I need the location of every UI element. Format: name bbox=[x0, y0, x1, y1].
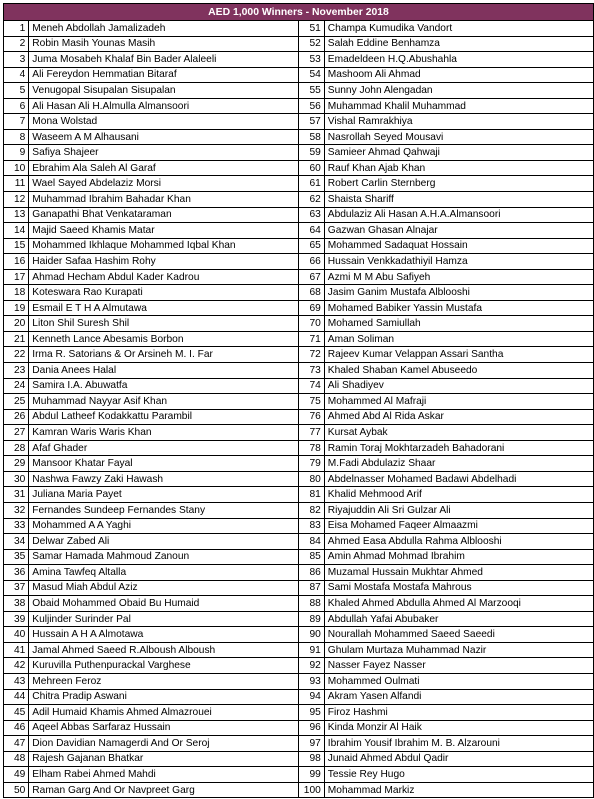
table-row bbox=[4, 736, 594, 752]
winner-number: 47 bbox=[4, 736, 29, 752]
winner-name: Abdullah Yafai Abubaker bbox=[324, 611, 593, 627]
winner-number: 65 bbox=[299, 238, 325, 254]
winner-number: 72 bbox=[299, 347, 325, 363]
winner-name: Vishal Ramrakhiya bbox=[324, 114, 593, 130]
table-row bbox=[4, 580, 594, 596]
winner-name: Mashoom Ali Ahmad bbox=[324, 67, 593, 83]
winner-name: Khalid Mehmood Arif bbox=[324, 487, 593, 503]
winner-name: Amina Tawfeq Altalla bbox=[29, 565, 299, 581]
winner-number: 24 bbox=[4, 378, 29, 394]
winner-number: 14 bbox=[4, 223, 29, 239]
winner-number: 91 bbox=[299, 642, 325, 658]
winner-number: 17 bbox=[4, 269, 29, 285]
winner-number: 94 bbox=[299, 689, 325, 705]
winner-number: 92 bbox=[299, 658, 325, 674]
winner-number: 87 bbox=[299, 580, 325, 596]
winner-number: 33 bbox=[4, 518, 29, 534]
winner-number: 80 bbox=[299, 471, 325, 487]
winner-number: 53 bbox=[299, 52, 325, 68]
table-row bbox=[4, 52, 594, 68]
winner-number: 42 bbox=[4, 658, 29, 674]
winner-name: Ghulam Murtaza Muhammad Nazir bbox=[324, 642, 593, 658]
table-row bbox=[4, 378, 594, 394]
winners-table bbox=[3, 3, 594, 798]
table-row bbox=[4, 129, 594, 145]
table-row bbox=[4, 36, 594, 52]
table-title: AED 1,000 Winners - November 2018 bbox=[4, 4, 594, 21]
winner-number: 52 bbox=[299, 36, 325, 52]
winner-name: Salah Eddine Benhamza bbox=[324, 36, 593, 52]
winner-number: 3 bbox=[4, 52, 29, 68]
winner-name: Nasrollah Seyed Mousavi bbox=[324, 129, 593, 145]
winner-number: 79 bbox=[299, 456, 325, 472]
table-row bbox=[4, 487, 594, 503]
winner-name: Fernandes Sundeep Fernandes Stany bbox=[29, 502, 299, 518]
winner-name: Adil Humaid Khamis Ahmed Almazrouei bbox=[29, 705, 299, 721]
winner-number: 57 bbox=[299, 114, 325, 130]
winner-name: Aman Soliman bbox=[324, 331, 593, 347]
table-row bbox=[4, 534, 594, 550]
winner-number: 88 bbox=[299, 596, 325, 612]
winner-number: 38 bbox=[4, 596, 29, 612]
table-row bbox=[4, 767, 594, 783]
table-row bbox=[4, 176, 594, 192]
winner-name: Sami Mostafa Mostafa Mahrous bbox=[324, 580, 593, 596]
winner-number: 81 bbox=[299, 487, 325, 503]
winner-number: 85 bbox=[299, 549, 325, 565]
winner-name: Kinda Monzir Al Haik bbox=[324, 720, 593, 736]
winner-number: 36 bbox=[4, 565, 29, 581]
winner-number: 60 bbox=[299, 160, 325, 176]
winner-number: 32 bbox=[4, 502, 29, 518]
table-row bbox=[4, 363, 594, 379]
winner-number: 70 bbox=[299, 316, 325, 332]
winner-number: 66 bbox=[299, 254, 325, 270]
winner-name: Mohammad Markiz bbox=[324, 782, 593, 798]
winner-number: 43 bbox=[4, 673, 29, 689]
winner-name: Elham Rabei Ahmed Mahdi bbox=[29, 767, 299, 783]
winner-name: Obaid Mohammed Obaid Bu Humaid bbox=[29, 596, 299, 612]
winner-name: Kursat Aybak bbox=[324, 425, 593, 441]
table-row bbox=[4, 285, 594, 301]
winner-name: Robin Masih Younas Masih bbox=[29, 36, 299, 52]
winner-number: 76 bbox=[299, 409, 325, 425]
winner-name: Azmi M M Abu Safiyeh bbox=[324, 269, 593, 285]
winner-name: Samieer Ahmad Qahwaji bbox=[324, 145, 593, 161]
winner-number: 69 bbox=[299, 300, 325, 316]
table-row bbox=[4, 21, 594, 37]
winner-name: Meneh Abdollah Jamalizadeh bbox=[29, 21, 299, 37]
winner-name: Firoz Hashmi bbox=[324, 705, 593, 721]
winner-number: 75 bbox=[299, 394, 325, 410]
table-row bbox=[4, 440, 594, 456]
winner-name: Ibrahim Yousif Ibrahim M. B. Alzarouni bbox=[324, 736, 593, 752]
winner-number: 9 bbox=[4, 145, 29, 161]
winner-number: 20 bbox=[4, 316, 29, 332]
table-row bbox=[4, 673, 594, 689]
winner-name: Kuljinder Surinder Pal bbox=[29, 611, 299, 627]
winner-name: Koteswara Rao Kurapati bbox=[29, 285, 299, 301]
winner-name: Riyajuddin Ali Sri Gulzar Ali bbox=[324, 502, 593, 518]
table-row bbox=[4, 471, 594, 487]
table-row bbox=[4, 425, 594, 441]
winner-name: Ali Hasan Ali H.Almulla Almansoori bbox=[29, 98, 299, 114]
winner-number: 8 bbox=[4, 129, 29, 145]
winner-number: 12 bbox=[4, 192, 29, 208]
winner-number: 63 bbox=[299, 207, 325, 223]
winner-number: 97 bbox=[299, 736, 325, 752]
winner-number: 82 bbox=[299, 502, 325, 518]
winner-name: Ali Fereydon Hemmatian Bitaraf bbox=[29, 67, 299, 83]
table-row bbox=[4, 596, 594, 612]
winner-name: Dion Davidian Namagerdi And Or Seroj bbox=[29, 736, 299, 752]
winner-number: 25 bbox=[4, 394, 29, 410]
winner-number: 83 bbox=[299, 518, 325, 534]
winner-number: 44 bbox=[4, 689, 29, 705]
winner-name: Abdul Latheef Kodakkattu Parambil bbox=[29, 409, 299, 425]
winner-name: Samar Hamada Mahmoud Zanoun bbox=[29, 549, 299, 565]
winner-name: Muhammad Ibrahim Bahadar Khan bbox=[29, 192, 299, 208]
table-row bbox=[4, 269, 594, 285]
winner-name: Gazwan Ghasan Alnajar bbox=[324, 223, 593, 239]
winner-number: 21 bbox=[4, 331, 29, 347]
winner-name: Emadeldeen H.Q.Abushahla bbox=[324, 52, 593, 68]
winner-number: 74 bbox=[299, 378, 325, 394]
winner-name: Venugopal Sisupalan Sisupalan bbox=[29, 83, 299, 99]
winner-number: 73 bbox=[299, 363, 325, 379]
winner-number: 30 bbox=[4, 471, 29, 487]
winner-name: Muhammad Khalil Muhammad bbox=[324, 98, 593, 114]
winner-name: Aqeel Abbas Sarfaraz Hussain bbox=[29, 720, 299, 736]
winner-name: Safiya Shajeer bbox=[29, 145, 299, 161]
winner-number: 29 bbox=[4, 456, 29, 472]
winner-name: Abdulaziz Ali Hasan A.H.A.Almansoori bbox=[324, 207, 593, 223]
winner-number: 49 bbox=[4, 767, 29, 783]
winner-number: 41 bbox=[4, 642, 29, 658]
winner-name: Ali Shadiyev bbox=[324, 378, 593, 394]
winner-number: 26 bbox=[4, 409, 29, 425]
winner-number: 19 bbox=[4, 300, 29, 316]
winner-number: 99 bbox=[299, 767, 325, 783]
table-row bbox=[4, 456, 594, 472]
table-row bbox=[4, 611, 594, 627]
table-row bbox=[4, 114, 594, 130]
winner-number: 58 bbox=[299, 129, 325, 145]
winner-name: Mohamed Samiullah bbox=[324, 316, 593, 332]
winners-body bbox=[4, 21, 594, 798]
winner-number: 95 bbox=[299, 705, 325, 721]
winner-number: 64 bbox=[299, 223, 325, 239]
winner-name: Ahmed Easa Abdulla Rahma Alblooshi bbox=[324, 534, 593, 550]
winner-number: 40 bbox=[4, 627, 29, 643]
winner-number: 6 bbox=[4, 98, 29, 114]
winner-name: Esmail E T H A Almutawa bbox=[29, 300, 299, 316]
winner-number: 89 bbox=[299, 611, 325, 627]
table-row bbox=[4, 627, 594, 643]
winner-name: Wael Sayed Abdelaziz Morsi bbox=[29, 176, 299, 192]
winner-number: 93 bbox=[299, 673, 325, 689]
winner-name: Majid Saeed Khamis Matar bbox=[29, 223, 299, 239]
winner-number: 27 bbox=[4, 425, 29, 441]
table-row bbox=[4, 658, 594, 674]
table-row bbox=[4, 83, 594, 99]
table-row bbox=[4, 642, 594, 658]
table-row bbox=[4, 751, 594, 767]
winner-number: 1 bbox=[4, 21, 29, 37]
winner-name: Rauf Khan Ajab Khan bbox=[324, 160, 593, 176]
winner-number: 18 bbox=[4, 285, 29, 301]
winner-name: Ahmed Abd Al Rida Askar bbox=[324, 409, 593, 425]
winner-number: 7 bbox=[4, 114, 29, 130]
winner-name: Mohammed Oulmati bbox=[324, 673, 593, 689]
winner-name: Kamran Waris Waris Khan bbox=[29, 425, 299, 441]
winner-name: Nourallah Mohammed Saeed Saeedi bbox=[324, 627, 593, 643]
winner-name: Afaf Ghader bbox=[29, 440, 299, 456]
winner-number: 98 bbox=[299, 751, 325, 767]
table-row bbox=[4, 394, 594, 410]
winner-number: 37 bbox=[4, 580, 29, 596]
winner-number: 22 bbox=[4, 347, 29, 363]
winner-number: 100 bbox=[299, 782, 325, 798]
winner-name: Irma R. Satorians & Or Arsineh M. I. Far bbox=[29, 347, 299, 363]
winner-name: Mohammed Ikhlaque Mohammed Iqbal Khan bbox=[29, 238, 299, 254]
table-row bbox=[4, 192, 594, 208]
winner-name: Akram Yasen Alfandi bbox=[324, 689, 593, 705]
winner-number: 2 bbox=[4, 36, 29, 52]
winner-name: Delwar Zabed Ali bbox=[29, 534, 299, 550]
winner-number: 96 bbox=[299, 720, 325, 736]
winner-number: 28 bbox=[4, 440, 29, 456]
table-row bbox=[4, 782, 594, 798]
table-row bbox=[4, 705, 594, 721]
winner-name: Juliana Maria Payet bbox=[29, 487, 299, 503]
table-row bbox=[4, 254, 594, 270]
table-row bbox=[4, 145, 594, 161]
winner-number: 45 bbox=[4, 705, 29, 721]
table-row bbox=[4, 565, 594, 581]
winner-name: Jasim Ganim Mustafa Alblooshi bbox=[324, 285, 593, 301]
winner-number: 5 bbox=[4, 83, 29, 99]
winner-name: Chitra Pradip Aswani bbox=[29, 689, 299, 705]
winner-number: 13 bbox=[4, 207, 29, 223]
winner-number: 62 bbox=[299, 192, 325, 208]
winner-number: 59 bbox=[299, 145, 325, 161]
winner-name: Mohammed Al Mafraji bbox=[324, 394, 593, 410]
winner-name: Kuruvilla Puthenpurackal Varghese bbox=[29, 658, 299, 674]
winner-name: Jamal Ahmed Saeed R.Alboush Alboush bbox=[29, 642, 299, 658]
table-row bbox=[4, 347, 594, 363]
title-row bbox=[4, 4, 594, 21]
winner-number: 11 bbox=[4, 176, 29, 192]
winner-name: Muhammad Nayyar Asif Khan bbox=[29, 394, 299, 410]
winner-name: Hussain Venkkadathiyil Hamza bbox=[324, 254, 593, 270]
winner-number: 48 bbox=[4, 751, 29, 767]
winner-number: 10 bbox=[4, 160, 29, 176]
winner-name: Sunny John Alengadan bbox=[324, 83, 593, 99]
winner-name: Liton Shil Suresh Shil bbox=[29, 316, 299, 332]
table-row bbox=[4, 223, 594, 239]
winner-name: Nashwa Fawzy Zaki Hawash bbox=[29, 471, 299, 487]
winner-name: Hussain A H A Almotawa bbox=[29, 627, 299, 643]
table-row bbox=[4, 502, 594, 518]
winner-name: Rajesh Gajanan Bhatkar bbox=[29, 751, 299, 767]
table-row bbox=[4, 316, 594, 332]
table-row bbox=[4, 98, 594, 114]
table-row bbox=[4, 518, 594, 534]
winner-number: 46 bbox=[4, 720, 29, 736]
table-row bbox=[4, 549, 594, 565]
table-row bbox=[4, 331, 594, 347]
winner-name: Kenneth Lance Abesamis Borbon bbox=[29, 331, 299, 347]
winner-number: 86 bbox=[299, 565, 325, 581]
winner-name: Khaled Ahmed Abdulla Ahmed Al Marzooqi bbox=[324, 596, 593, 612]
table-row bbox=[4, 67, 594, 83]
winner-name: Mohamed Babiker Yassin Mustafa bbox=[324, 300, 593, 316]
winner-name: Masud Miah Abdul Aziz bbox=[29, 580, 299, 596]
winner-name: Khaled Shaban Kamel Abuseedo bbox=[324, 363, 593, 379]
winner-name: Waseem A M Alhausani bbox=[29, 129, 299, 145]
table-row bbox=[4, 207, 594, 223]
winner-number: 90 bbox=[299, 627, 325, 643]
table-row bbox=[4, 409, 594, 425]
winner-number: 35 bbox=[4, 549, 29, 565]
winner-name: Tessie Rey Hugo bbox=[324, 767, 593, 783]
winner-name: Amin Ahmad Mohmad Ibrahim bbox=[324, 549, 593, 565]
winner-number: 15 bbox=[4, 238, 29, 254]
winner-name: Robert Carlin Sternberg bbox=[324, 176, 593, 192]
winner-name: Muzamal Hussain Mukhtar Ahmed bbox=[324, 565, 593, 581]
winner-name: Juma Mosabeh Khalaf Bin Bader Alaleeli bbox=[29, 52, 299, 68]
winner-number: 61 bbox=[299, 176, 325, 192]
winner-name: Mohammed A A Yaghi bbox=[29, 518, 299, 534]
winner-number: 31 bbox=[4, 487, 29, 503]
winner-name: Mona Wolstad bbox=[29, 114, 299, 130]
winner-name: Dania Anees Halal bbox=[29, 363, 299, 379]
table-row bbox=[4, 720, 594, 736]
winner-number: 71 bbox=[299, 331, 325, 347]
table-row bbox=[4, 160, 594, 176]
winner-number: 55 bbox=[299, 83, 325, 99]
winner-name: Ebrahim Ala Saleh Al Garaf bbox=[29, 160, 299, 176]
winner-name: Junaid Ahmed Abdul Qadir bbox=[324, 751, 593, 767]
winner-name: Haider Safaa Hashim Rohy bbox=[29, 254, 299, 270]
winner-number: 56 bbox=[299, 98, 325, 114]
winner-number: 50 bbox=[4, 782, 29, 798]
winner-number: 78 bbox=[299, 440, 325, 456]
winner-number: 4 bbox=[4, 67, 29, 83]
winner-number: 34 bbox=[4, 534, 29, 550]
winner-name: Mohammed Sadaquat Hossain bbox=[324, 238, 593, 254]
winner-name: Ahmad Hecham Abdul Kader Kadrou bbox=[29, 269, 299, 285]
winner-name: Rajeev Kumar Velappan Assari Santha bbox=[324, 347, 593, 363]
table-row bbox=[4, 238, 594, 254]
winner-name: Samira I.A. Abuwatfa bbox=[29, 378, 299, 394]
winner-name: Raman Garg And Or Navpreet Garg bbox=[29, 782, 299, 798]
winner-name: Mansoor Khatar Fayal bbox=[29, 456, 299, 472]
winner-number: 84 bbox=[299, 534, 325, 550]
winner-number: 68 bbox=[299, 285, 325, 301]
table-row bbox=[4, 300, 594, 316]
winner-name: Shaista Shariff bbox=[324, 192, 593, 208]
winner-name: Abdelnasser Mohamed Badawi Abdelhadi bbox=[324, 471, 593, 487]
winner-name: Champa Kumudika Vandort bbox=[324, 21, 593, 37]
winner-name: Nasser Fayez Nasser bbox=[324, 658, 593, 674]
winner-number: 39 bbox=[4, 611, 29, 627]
winner-number: 51 bbox=[299, 21, 325, 37]
winner-number: 67 bbox=[299, 269, 325, 285]
winner-number: 16 bbox=[4, 254, 29, 270]
winner-number: 77 bbox=[299, 425, 325, 441]
winner-name: Eisa Mohamed Faqeer Almaazmi bbox=[324, 518, 593, 534]
table-row bbox=[4, 689, 594, 705]
winner-name: Mehreen Feroz bbox=[29, 673, 299, 689]
winner-number: 23 bbox=[4, 363, 29, 379]
winner-number: 54 bbox=[299, 67, 325, 83]
winner-name: Ganapathi Bhat Venkataraman bbox=[29, 207, 299, 223]
winner-name: Ramin Toraj Mokhtarzadeh Bahadorani bbox=[324, 440, 593, 456]
winner-name: M.Fadi Abdulaziz Shaar bbox=[324, 456, 593, 472]
